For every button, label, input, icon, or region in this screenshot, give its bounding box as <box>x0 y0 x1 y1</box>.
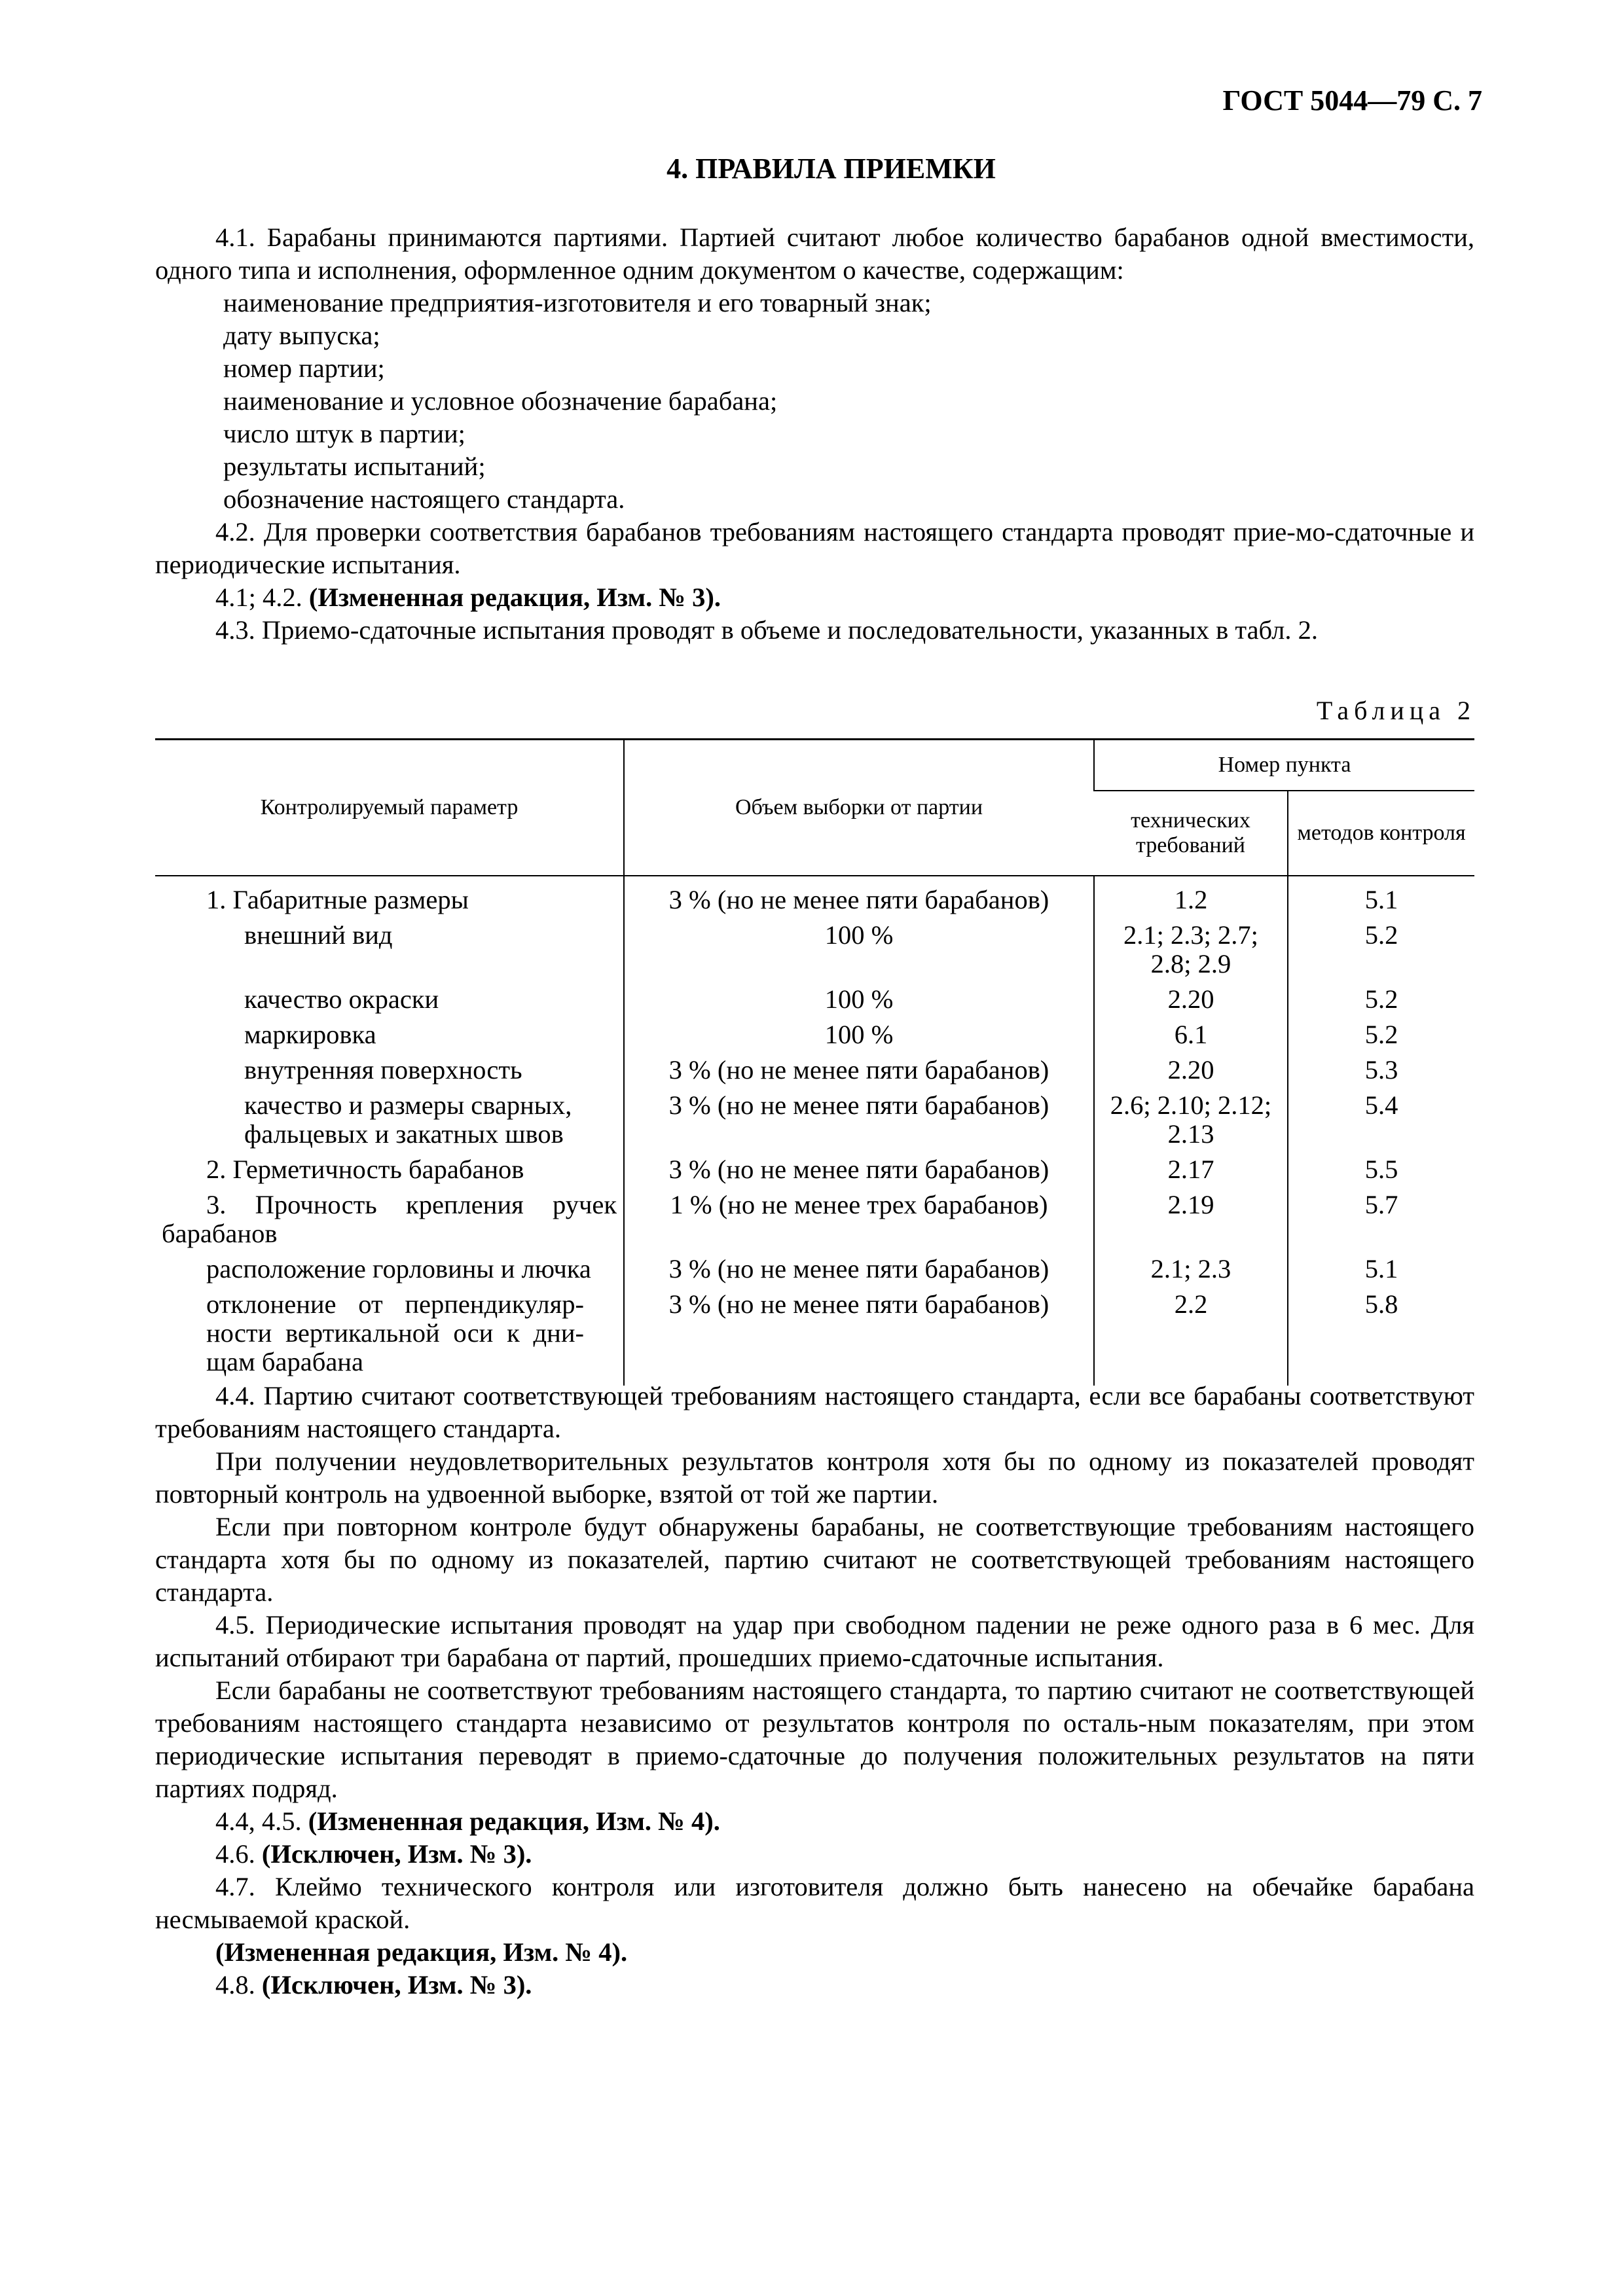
cell-tech: 2.20 <box>1094 982 1288 1018</box>
cell-tech: 6.1 <box>1094 1018 1288 1053</box>
table-row <box>155 876 1474 918</box>
note-text: (Измененная редакция, Изм. № 4). <box>215 1937 628 1967</box>
cell-param: внешний вид <box>244 920 393 950</box>
amendment-note <box>155 1936 1474 1969</box>
paragraph-4-8 <box>155 1969 1474 2001</box>
list-item: обозначение настоящего стандарта. <box>223 484 625 514</box>
section-title: 4. ПРАВИЛА ПРИЕМКИ <box>666 152 996 185</box>
cell-param: 3. Прочность крепления ручек барабанов <box>162 1189 617 1248</box>
cell-param: 1. Габаритные размеры <box>206 884 469 914</box>
list-item: результаты испытаний; <box>223 452 486 481</box>
cell-sample: 3 % (но не менее пяти барабанов) <box>624 1053 1094 1088</box>
cell-sample: 100 % <box>624 982 1094 1018</box>
cell-sample: 3 % (но не менее пяти барабанов) <box>624 1252 1094 1287</box>
table-row <box>155 1088 1474 1153</box>
cell-method: 5.2 <box>1288 982 1474 1018</box>
cell-method: 5.3 <box>1288 1053 1474 1088</box>
paragraph-4-4-c: Если при повторном контроле будут обнаружены барабаны, не соответствующие требованиям настоящего стандарта хотя бы по одному из показателей, партию считают не соответствующей требованиям настоящего стандарта. <box>155 1512 1474 1607</box>
cell-tech: 2.20 <box>1094 1053 1288 1088</box>
cell-param: маркировка <box>244 1019 376 1049</box>
amendment-note <box>155 581 1474 614</box>
cell-sample: 100 % <box>624 1018 1094 1053</box>
cell-param: качество окраски <box>244 984 439 1014</box>
note-text: (Измененная редакция, Изм. № 3). <box>308 583 721 612</box>
cell-sample: 3 % (но не менее пяти барабанов) <box>624 876 1094 918</box>
header-tech-req: технических требований <box>1094 791 1288 876</box>
table-row <box>155 982 1474 1018</box>
paragraph-4-5: 4.5. Периодические испытания проводят на удар при свободном падении не реже одного раза в 6 мес. Для испытаний отбирают три барабана от партий, прошедших приемо-сдаточные испытания. <box>155 1610 1474 1672</box>
paragraph-4-4: 4.4. Партию считают соответствующей требованиям настоящего стандарта, если все барабаны соответствуют требованиям настоящего стандарта. <box>155 1381 1474 1443</box>
table-row <box>155 1287 1474 1386</box>
cell-method: 5.8 <box>1288 1287 1474 1386</box>
cell-method: 5.2 <box>1288 1018 1474 1053</box>
paragraph-4-1: 4.1. Барабаны принимаются партиями. Партией считают любое количество барабанов одной вместимости, одного типа и исполнения, оформленное одним документом о качестве, содержащим: <box>155 223 1474 285</box>
paragraph-4-5-b: Если барабаны не соответствуют требованиям настоящего стандарта, то партию считают не соответствующей требованиям настоящего стандарта независимо от результатов контроля по осталь-ным показателям, при этом периодические испытания переводят в приемо-сдаточные до получения положительных результатов на пяти партиях подряд. <box>155 1676 1474 1803</box>
cell-param: качество и размеры сварных, фальцевых и закатных швов <box>244 1090 572 1149</box>
note-prefix: 4.8. <box>215 1970 262 2000</box>
note-text: (Измененная редакция, Изм. № 4). <box>308 1806 720 1836</box>
cell-param: отклонение от перпендикуляр-ности вертикальной оси к дни-щам барабана <box>206 1289 584 1376</box>
header-param: Контролируемый параметр <box>155 740 624 876</box>
header-sample: Объем выборки от партии <box>624 740 1094 876</box>
note-prefix: 4.1; 4.2. <box>215 583 309 612</box>
list-item: число штук в партии; <box>223 419 465 448</box>
header-control-methods: методов контроля <box>1288 791 1474 876</box>
table-row <box>155 1053 1474 1088</box>
cell-method: 5.1 <box>1288 876 1474 918</box>
cell-sample: 1 % (но не менее трех барабанов) <box>624 1188 1094 1252</box>
list-item: номер партии; <box>223 353 385 383</box>
cell-tech: 2.19 <box>1094 1188 1288 1252</box>
cell-tech: 2.1; 2.3 <box>1094 1252 1288 1287</box>
cell-param: расположение горловины и лючка <box>206 1253 591 1283</box>
table-row <box>155 1153 1474 1188</box>
cell-param: 2. Герметичность барабанов <box>206 1154 524 1184</box>
table-row <box>155 1018 1474 1053</box>
document-header: ГОСТ 5044—79 С. 7 <box>1222 84 1482 117</box>
paragraph-4-7: 4.7. Клеймо технического контроля или изготовителя должно быть нанесено на обечайке барабана несмываемой краской. <box>155 1872 1474 1934</box>
cell-tech: 2.1; 2.3; 2.7; 2.8; 2.9 <box>1094 918 1288 982</box>
paragraph-4-3: 4.3. Приемо-сдаточные испытания проводят в объеме и последовательности, указанных в табл. 2. <box>215 615 1318 645</box>
cell-sample: 3 % (но не менее пяти барабанов) <box>624 1287 1094 1386</box>
paragraph-4-6 <box>155 1838 1474 1871</box>
cell-tech: 2.6; 2.10; 2.12; 2.13 <box>1094 1088 1288 1153</box>
cell-sample: 3 % (но не менее пяти барабанов) <box>624 1153 1094 1188</box>
paragraph-4-4-b: При получении неудовлетворительных результатов контроля хотя бы по одному из показателей проводят повторный контроль на удвоенной выборке, взятой от той же партии. <box>155 1446 1474 1509</box>
note-prefix: 4.6. <box>215 1839 262 1869</box>
note-text: (Исключен, Изм. № 3). <box>261 1839 532 1869</box>
table-row <box>155 1188 1474 1252</box>
cell-param: внутренняя поверхность <box>244 1054 522 1085</box>
section-after-table <box>155 1380 1474 2001</box>
note-prefix: 4.4, 4.5. <box>215 1806 308 1836</box>
header-point-no: Номер пункта <box>1094 740 1474 791</box>
note-text: (Исключен, Изм. № 3). <box>261 1970 532 2000</box>
acceptance-table <box>155 738 1474 1386</box>
list-item: дату выпуска; <box>223 321 380 350</box>
cell-method: 5.7 <box>1288 1188 1474 1252</box>
cell-method: 5.2 <box>1288 918 1474 982</box>
cell-method: 5.1 <box>1288 1252 1474 1287</box>
amendment-note <box>155 1805 1474 1838</box>
table-caption: Таблица 2 <box>1316 696 1476 725</box>
cell-tech: 2.17 <box>1094 1153 1288 1188</box>
table-row <box>155 1252 1474 1287</box>
cell-tech: 2.2 <box>1094 1287 1288 1386</box>
table-row <box>155 918 1474 982</box>
cell-sample: 100 % <box>624 918 1094 982</box>
section-intro <box>155 221 1474 647</box>
cell-method: 5.4 <box>1288 1088 1474 1153</box>
paragraph-4-2: 4.2. Для проверки соответствия барабанов требованиям настоящего стандарта проводят прие-мо-сдаточные и периодические испытания. <box>155 517 1474 579</box>
list-item: наименование и условное обозначение барабана; <box>223 386 778 416</box>
list-item: наименование предприятия-изготовителя и его товарный знак; <box>223 288 932 317</box>
cell-method: 5.5 <box>1288 1153 1474 1188</box>
cell-sample: 3 % (но не менее пяти барабанов) <box>624 1088 1094 1153</box>
cell-tech: 1.2 <box>1094 876 1288 918</box>
